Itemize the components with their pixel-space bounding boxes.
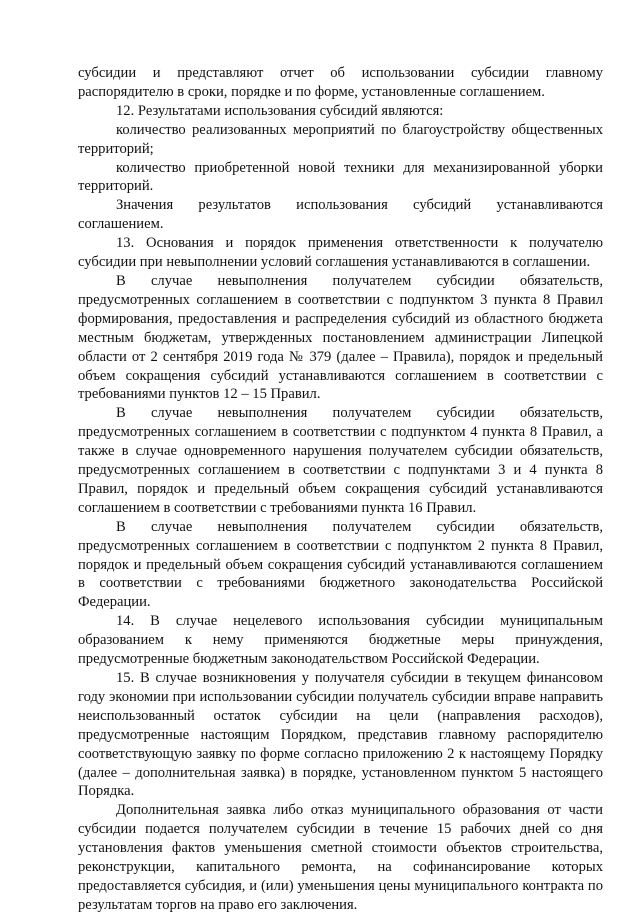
paragraph-15-savings: 15. В случае возникновения у получателя субсидии в текущем финансовом году экономии при использовании субсидии получатель субсидии вправе направить неиспользованный остаток субсидии на цели (направления расходов), предусмотренные настоящим Порядком, представив главному распорядителю соответствующую заявку по форме согласно приложению 2 к настоящему Порядку (далее – дополнительная заявка) в порядке, установленном пунктом 5 настоящего Порядка. <box>78 670 603 800</box>
paragraph-continuation: субсидии и представляют отчет об использовании субсидии главному распорядителю в сроки, порядке и по форме, установленные соглашением. <box>78 65 603 100</box>
paragraph-result-item-2: количество приобретенной новой техники для механизированной уборки территорий. <box>78 159 603 195</box>
paragraph-13-responsibility: 13. Основания и порядок применения ответственности к получателю субсидии при невыполнении условий соглашения устанавливаются в соглашении. <box>78 235 603 271</box>
paragraph-14-misuse: 14. В случае нецелевого использования субсидии муниципальным образованием к нему применяются бюджетные меры принуждения, предусмотренные бюджетным законодательством Российской Федерации. <box>78 613 603 668</box>
paragraph-result-item-1: количество реализованных мероприятий по благоустройству общественных территорий; <box>78 121 603 157</box>
document-page <box>78 64 603 915</box>
paragraph-case-subpoint-3: В случае невыполнения получателем субсидии обязательств, предусмотренных соглашением в соответствии с подпунктом 3 пункта 8 Правил формирования, предоставления и распределения субсидий из областного бюджета местным бюджетам, утвержденных постановлением администрации Липецкой области от 2 сентября 2019 года № 379 (далее – Правила), порядок и предельный объем сокращения субсидий устанавливаются соглашением в соответствии с требованиями пунктов 12 – 15 Правил. <box>78 272 603 403</box>
paragraph-additional-request: Дополнительная заявка либо отказ муниципального образования от части субсидии подается получателем субсидии в течение 15 рабочих дней со дня установления фактов уменьшения сметной стоимости объектов строительства, реконструкции, капитального ремонта, на софинансирование которых предоставляется субсидия, и (или) уменьшения цены муниципального контракта по результатам торгов на право его заключения. <box>78 802 603 913</box>
paragraph-case-subpoint-4: В случае невыполнения получателем субсидии обязательств, предусмотренных соглашением в соответствии с подпунктом 4 пункта 8 Правил, а также в случае одновременного нарушения получателем субсидии обязательств, предусмотренных соглашением в соответствии с подпунктами 3 и 4 пункта 8 Правил, порядок и предельный объем сокращения субсидий устанавливаются соглашением в соответствии с требованиями пункта 16 Правил. <box>78 405 603 516</box>
paragraph-case-subpoint-2: В случае невыполнения получателем субсидии обязательств, предусмотренных соглашением в соответствии с подпунктом 2 пункта 8 Правил, порядок и предельный объем сокращения субсидий устанавливаются соглашением в соответствии с требованиями бюджетного законодательства Российской Федерации. <box>78 518 603 611</box>
paragraph-result-values: Значения результатов использования субсидий устанавливаются соглашением. <box>78 197 603 233</box>
paragraph-12-results: 12. Результатами использования субсидий являются: <box>116 102 444 119</box>
